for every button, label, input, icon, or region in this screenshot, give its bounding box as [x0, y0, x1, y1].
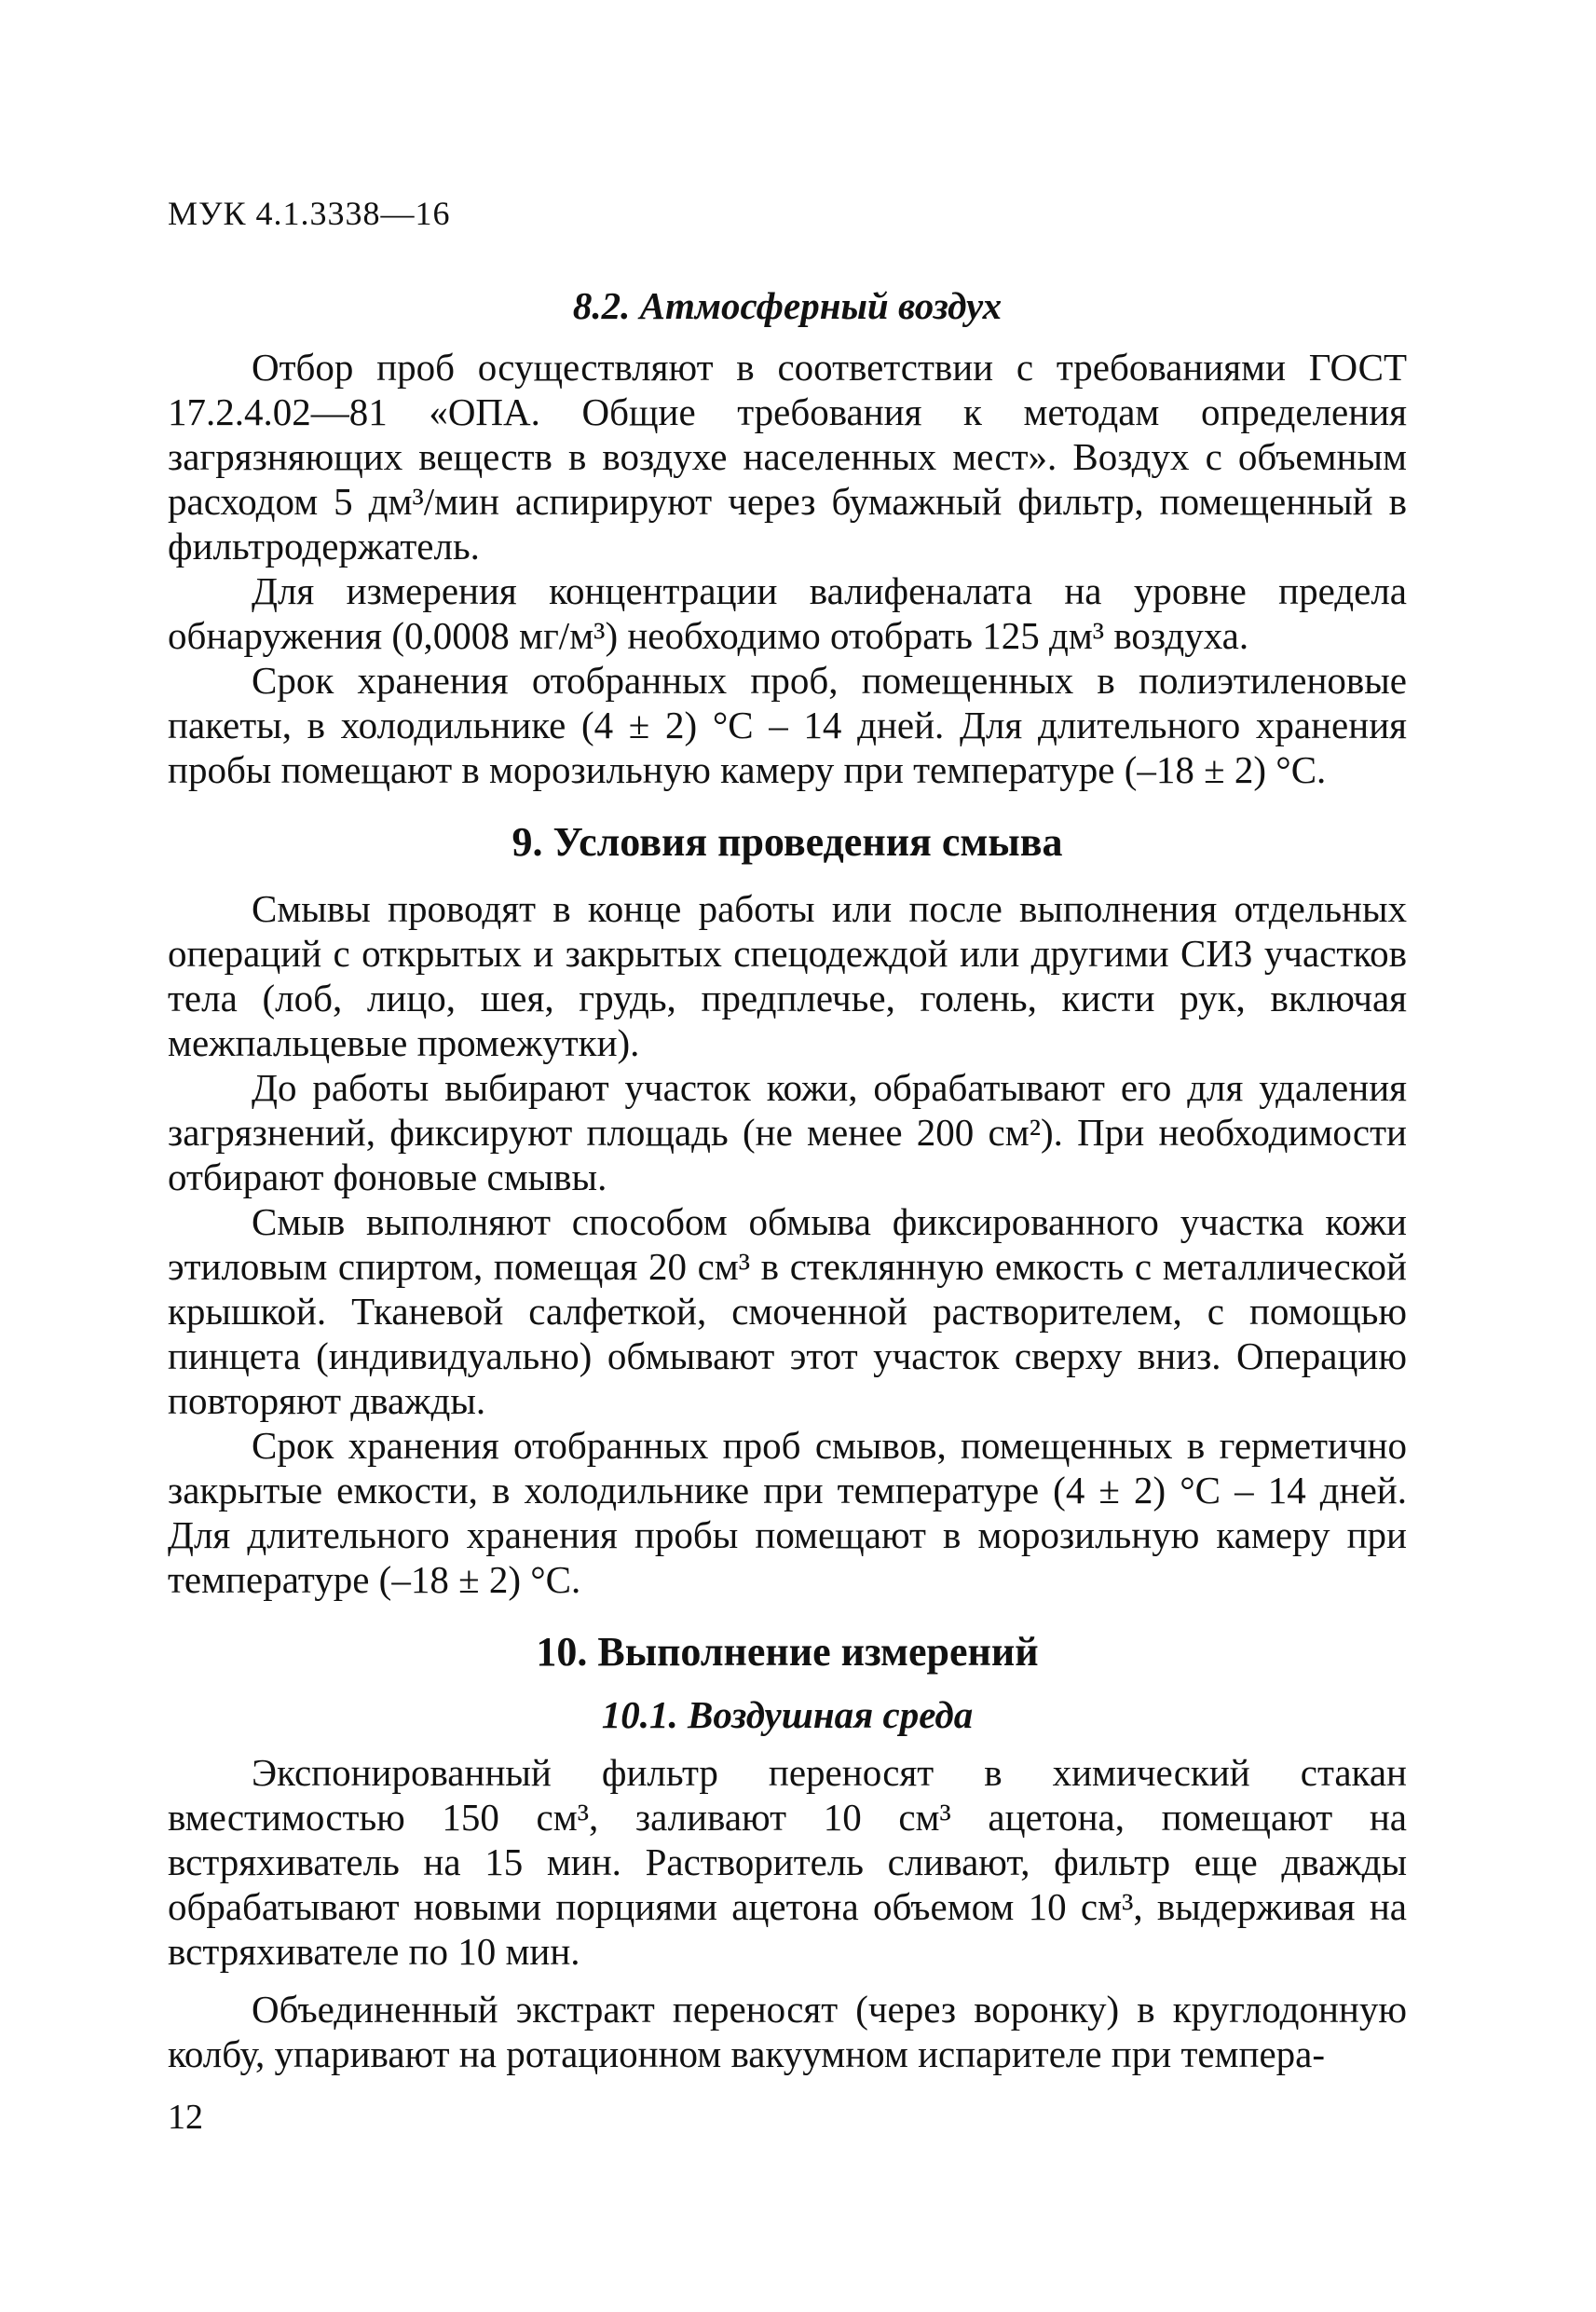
- section-8-2-paragraph-1: Отбор проб осуществляют в соответствии с требованиями ГОСТ 17.2.4.02—81 «ОПА. Общие требования к методам определения загрязняющих веществ в воздухе населенных мест». Воздух с объемным расходом 5 дм³/мин аспирируют через бумажный фильтр, помещенный в фильтродержатель.: [168, 346, 1407, 568]
- section-8-2-paragraph-2: Для измерения концентрации валифеналата на уровне предела обнаружения (0,0008 мг/м³) необходимо отобрать 125 дм³ воздуха.: [168, 569, 1407, 657]
- section-9-title: 9. Условия проведения смыва: [512, 819, 1063, 865]
- section-9-paragraph-3: Смыв выполняют способом обмыва фиксированного участка кожи этиловым спиртом, помещая 20 см³ в стеклянную емкость с металлической крышкой. Тканевой салфеткой, смоченной растворителем, с помощью пинцета (индивидуально) обмывают этот участок сверху вниз. Операцию повторяют дважды.: [168, 1200, 1407, 1422]
- section-8-2-title: 8.2. Атмосферный воздух: [572, 284, 1003, 327]
- section-10-1-title: 10.1. Воздушная среда: [601, 1693, 974, 1736]
- section-9-paragraph-1: Смывы проводят в конце работы или после выполнения отдельных операций с открытых и закрытых спецодеждой или другими СИЗ участков тела (лоб, лицо, шея, грудь, предплечье, голень, кисти рук, включая межпальцевые промежутки).: [168, 887, 1407, 1064]
- section-9-paragraph-2: До работы выбирают участок кожи, обрабатывают его для удаления загрязнений, фиксируют площадь (не менее 200 см²). При необходимости отбирают фоновые смывы.: [168, 1066, 1407, 1198]
- section-10-title: 10. Выполнение измерений: [536, 1629, 1039, 1675]
- section-10-paragraph-2: Объединенный экстракт переносят (через воронку) в круглодонную колбу, упаривают на ротационном вакуумном испарителе при темпера-: [168, 1988, 1407, 2075]
- document-code: МУК 4.1.3338—16: [168, 195, 451, 232]
- section-9-paragraph-4: Срок хранения отобранных проб смывов, помещенных в герметично закрытые емкости, в холодильнике при температуре (4 ± 2) °С – 14 дней. Для длительного хранения пробы помещают в морозильную камеру при температуре (–18 ± 2) °С.: [168, 1424, 1407, 1601]
- section-8-2-paragraph-3: Срок хранения отобранных проб, помещенных в полиэтиленовые пакеты, в холодильнике (4 ± 2) °С – 14 дней. Для длительного хранения пробы помещают в морозильную камеру при температуре (–18 ± 2) °С.: [168, 659, 1407, 791]
- section-10-paragraph-1: Экспонированный фильтр переносят в химический стакан вместимостью 150 см³, заливают 10 см³ ацетона, помещают на встряхиватель на 15 мин. Растворитель сливают, фильтр еще дважды обрабатывают новыми порциями ацетона объемом 10 см³, выдерживая на встряхивателе по 10 мин.: [168, 1751, 1407, 1973]
- page-content: [168, 186, 1407, 2076]
- page-number: 12: [168, 2098, 203, 2137]
